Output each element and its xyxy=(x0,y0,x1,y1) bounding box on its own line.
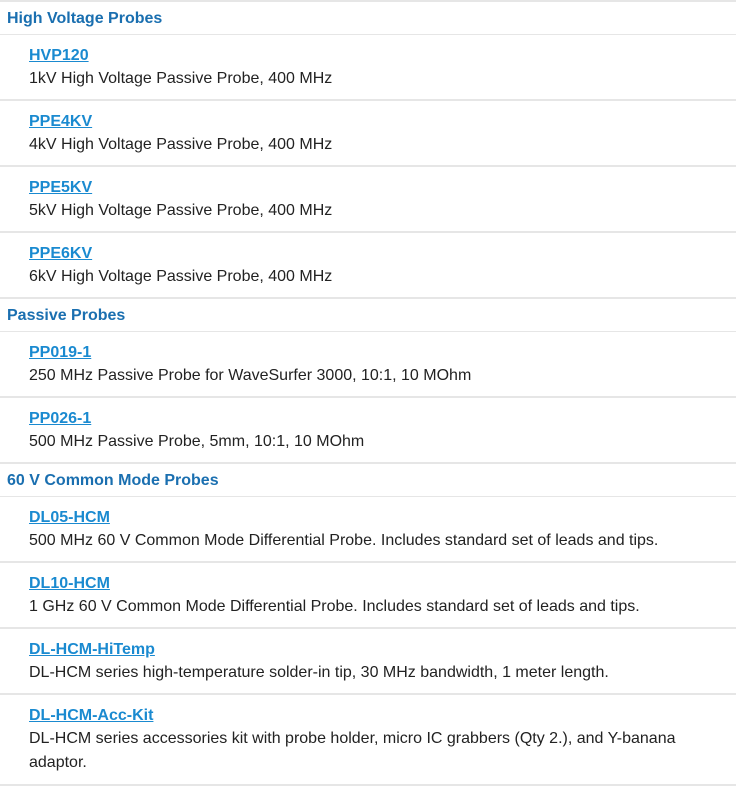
list-item xyxy=(0,497,736,563)
product-link[interactable]: HVP120 xyxy=(29,47,89,64)
product-link[interactable]: PPE4KV xyxy=(29,113,93,130)
product-link[interactable]: PP019-1 xyxy=(29,344,92,361)
product-description: 4kV High Voltage Passive Probe, 400 MHz xyxy=(29,136,333,153)
list-item xyxy=(0,629,736,695)
list-item xyxy=(0,167,736,233)
product-description: 250 MHz Passive Probe for WaveSurfer 3000, 10:1, 10 MOhm xyxy=(29,367,472,384)
section-header-passive: Passive Probes xyxy=(0,299,736,332)
product-description: 1 GHz 60 V Common Mode Differential Probe. Includes standard set of leads and tips. xyxy=(29,598,640,615)
product-description: 6kV High Voltage Passive Probe, 400 MHz xyxy=(29,268,333,285)
list-item xyxy=(0,695,736,786)
list-item xyxy=(0,101,736,167)
list-item xyxy=(0,398,736,464)
section-header-high-voltage: High Voltage Probes xyxy=(0,2,736,35)
product-description: DL-HCM series accessories kit with probe holder, micro IC grabbers (Qty 2.), and Y-banana adaptor. xyxy=(29,730,676,771)
product-link[interactable]: DL-HCM-Acc-Kit xyxy=(29,707,154,724)
product-description: DL-HCM series high-temperature solder-in tip, 30 MHz bandwidth, 1 meter length. xyxy=(29,664,609,681)
section-header-common-mode: 60 V Common Mode Probes xyxy=(0,464,736,497)
list-item xyxy=(0,332,736,398)
product-link[interactable]: DL05-HCM xyxy=(29,509,110,526)
product-link[interactable]: PPE6KV xyxy=(29,245,93,262)
product-description: 500 MHz 60 V Common Mode Differential Probe. Includes standard set of leads and tips. xyxy=(29,532,659,549)
product-link[interactable]: PP026-1 xyxy=(29,410,92,427)
product-link[interactable]: PPE5KV xyxy=(29,179,93,196)
product-link[interactable]: DL-HCM-HiTemp xyxy=(29,641,155,658)
product-description: 500 MHz Passive Probe, 5mm, 10:1, 10 MOhm xyxy=(29,433,365,450)
product-description: 1kV High Voltage Passive Probe, 400 MHz xyxy=(29,70,333,87)
list-item xyxy=(0,35,736,101)
product-link[interactable]: DL10-HCM xyxy=(29,575,110,592)
list-item xyxy=(0,233,736,299)
product-description: 5kV High Voltage Passive Probe, 400 MHz xyxy=(29,202,333,219)
list-item xyxy=(0,563,736,629)
